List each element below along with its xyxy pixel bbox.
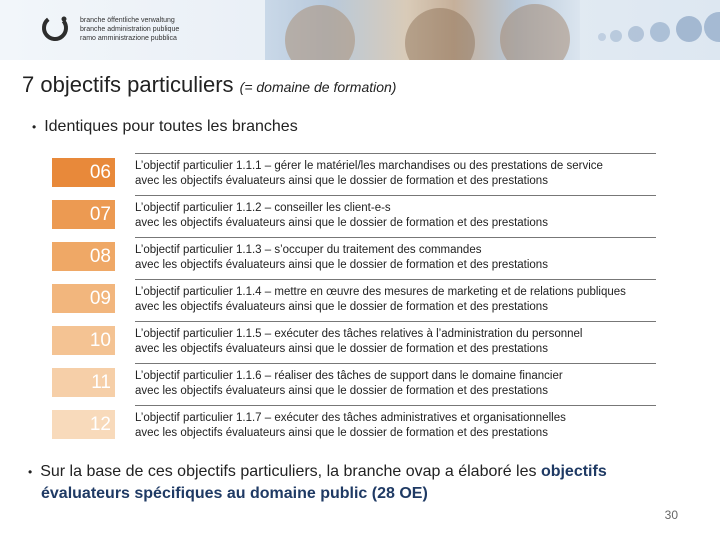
objective-title: L’objectif particulier 1.1.6 – réaliser des tâches de support dans le domaine financier (135, 370, 563, 382)
bullet-ovap (28, 461, 708, 505)
objectives-panel (52, 153, 656, 441)
objective-title: L’objectif particulier 1.1.7 – exécuter des tâches administratives et organisationnelles (135, 412, 566, 424)
objective-row (52, 279, 656, 320)
objective-description (135, 285, 656, 315)
bullet-dot-icon: • (28, 465, 33, 479)
row-divider (135, 363, 656, 364)
bullet-identical-text: Identiques pour toutes les branches (44, 118, 298, 135)
objective-subtitle: avec les objectifs évaluateurs ainsi que le dossier de formation et des prestations (135, 175, 548, 187)
objective-title: L’objectif particulier 1.1.4 – mettre en œuvre des mesures de marketing et de relations publiques (135, 286, 626, 298)
objective-row (52, 363, 656, 404)
objective-description (135, 243, 656, 273)
objective-number: 11 (52, 368, 115, 397)
row-divider (135, 153, 656, 154)
objective-row (52, 405, 656, 446)
objective-title: L’objectif particulier 1.1.2 – conseiller les client-e-s (135, 202, 391, 214)
title-main: 7 objectifs particuliers (22, 72, 240, 97)
bullet-ovap-text: Sur la base de ces objectifs particuliers, la branche ovap a élaboré les (40, 463, 541, 480)
objective-number: 07 (52, 200, 115, 229)
row-divider (135, 321, 656, 322)
objective-title: L’objectif particulier 1.1.5 – exécuter des tâches relatives à l’administration du personnel (135, 328, 583, 340)
row-divider (135, 279, 656, 280)
row-divider (135, 405, 656, 406)
objective-subtitle: avec les objectifs évaluateurs ainsi que le dossier de formation et des prestations (135, 217, 548, 229)
row-divider (135, 195, 656, 196)
objective-row (52, 195, 656, 236)
objective-title: L’objectif particulier 1.1.3 – s’occuper du traitement des commandes (135, 244, 482, 256)
logo-icon (40, 13, 70, 43)
objective-description (135, 159, 656, 189)
objective-subtitle: avec les objectifs évaluateurs ainsi que le dossier de formation et des prestations (135, 301, 548, 313)
brand-line-it: ramo amministrazione pubblica (80, 35, 177, 42)
bullet-ovap-highlight-2: évaluateurs spécifiques au domaine public (28 OE) (41, 485, 428, 502)
decorative-dots (580, 0, 720, 60)
objective-subtitle: avec les objectifs évaluateurs ainsi que le dossier de formation et des prestations (135, 385, 548, 397)
objective-row (52, 153, 656, 194)
header-banner (0, 0, 720, 60)
objective-number: 12 (52, 410, 115, 439)
objective-description (135, 201, 656, 231)
page-number: 30 (664, 508, 678, 522)
objective-row (52, 321, 656, 362)
objective-subtitle: avec les objectifs évaluateurs ainsi que le dossier de formation et des prestations (135, 343, 548, 355)
objective-number: 10 (52, 326, 115, 355)
page-title (22, 72, 396, 98)
header-photo (265, 0, 580, 60)
bullet-dot-icon: • (32, 120, 37, 134)
bullet-ovap-highlight-1: objectifs (540, 463, 607, 480)
brand-lines (80, 16, 179, 43)
objective-row (52, 237, 656, 278)
brand-line-fr: branche administration publique (80, 26, 180, 33)
objective-title: L’objectif particulier 1.1.1 – gérer le matériel/les marchandises ou des prestations de service (135, 160, 603, 172)
objective-number: 06 (52, 158, 115, 187)
objective-subtitle: avec les objectifs évaluateurs ainsi que le dossier de formation et des prestations (135, 427, 548, 439)
objective-description (135, 327, 656, 357)
brand-line-de: branche öffentliche verwaltung (80, 17, 175, 24)
title-sub: (= domaine de formation) (239, 79, 397, 95)
objective-number: 08 (52, 242, 115, 271)
row-divider (135, 237, 656, 238)
objective-description (135, 411, 656, 441)
objective-description (135, 369, 656, 399)
bullet-identical (32, 118, 298, 136)
objective-subtitle: avec les objectifs évaluateurs ainsi que le dossier de formation et des prestations (135, 259, 548, 271)
objective-number: 09 (52, 284, 115, 313)
